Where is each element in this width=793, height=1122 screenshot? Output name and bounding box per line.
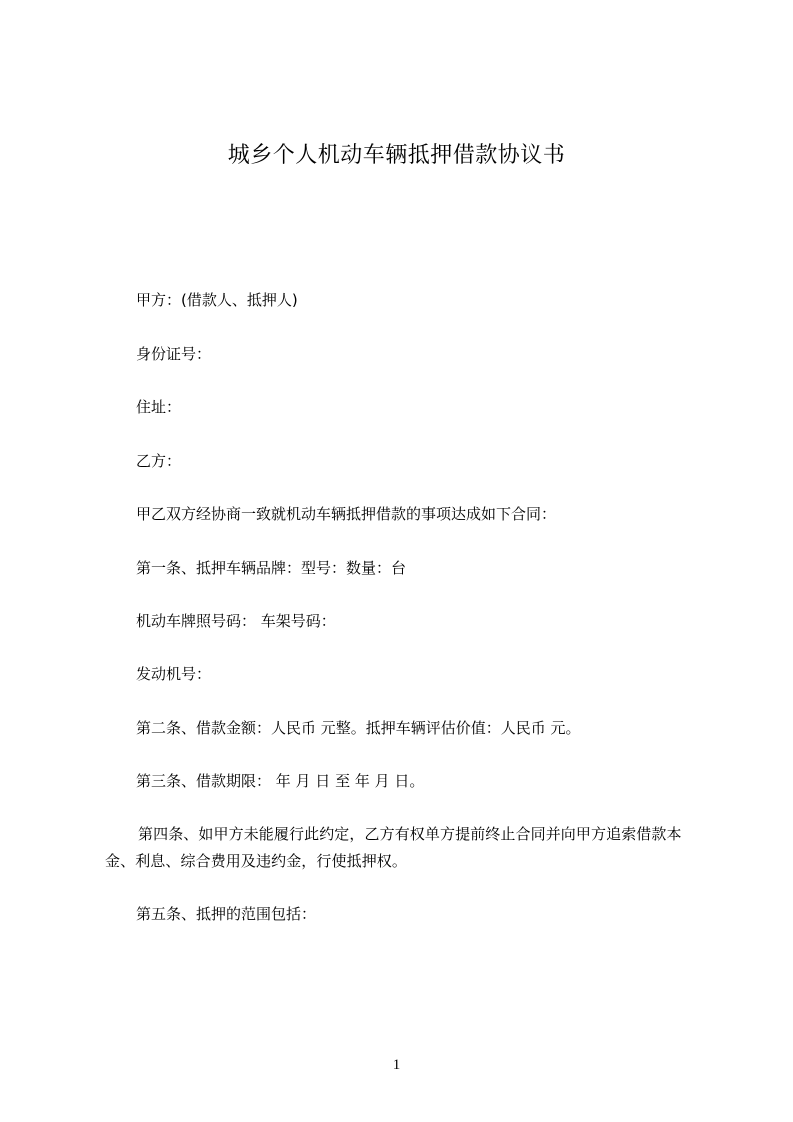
article-5-line: 第五条、抵押的范围包括： (136, 905, 317, 923)
document-title: 城乡个人机动车辆抵押借款协议书 (227, 143, 566, 168)
article-1-engine-line: 发动机号： (136, 665, 212, 683)
article-4-paragraph: 第四条、如甲方未能履行此约定，乙方有权单方提前终止合同并向甲方追索借款本金、利息、综合费用及违约金，行使抵押权。 (105, 825, 682, 870)
party-b-line: 乙方： (136, 452, 182, 470)
address-line: 住址： (136, 398, 182, 416)
article-1-brand-line: 第一条、抵押车辆品牌：型号：数量：台 (136, 559, 407, 577)
article-3-line: 第三条、借款期限： 年 月 日 至 年 月 日。 (136, 772, 425, 790)
article-2-line: 第二条、借款金额：人民币 元整。抵押车辆评估价值：人民币 元。 (136, 719, 581, 737)
intro-line: 甲乙双方经协商一致就机动车辆抵押借款的事项达成如下合同： (136, 505, 557, 523)
article-1-plate-line: 机动车牌照号码： 车架号码： (136, 612, 336, 630)
id-number-line: 身份证号： (136, 345, 212, 363)
page-number: 1 (392, 1057, 401, 1073)
party-a-line: 甲方：(借款人、抵押人) (136, 291, 298, 309)
